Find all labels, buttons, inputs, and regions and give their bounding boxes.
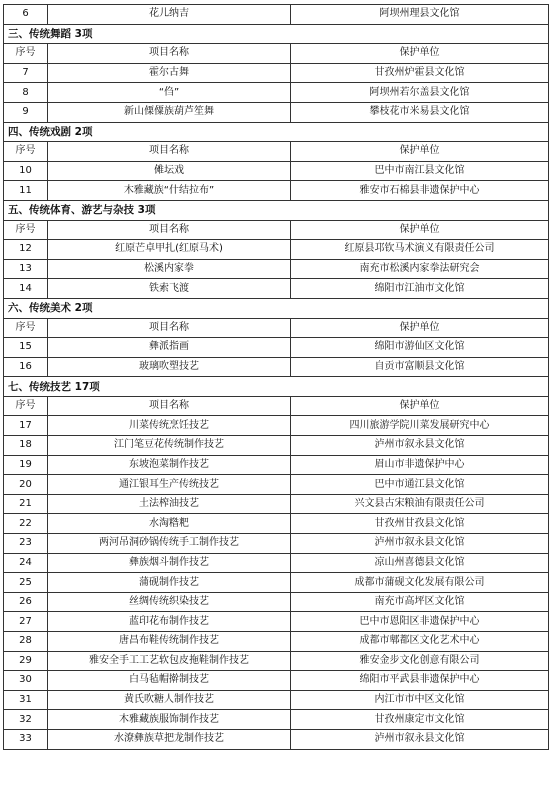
protection-unit: 巴中市通江县文化馆: [291, 475, 549, 495]
protection-unit: 绵阳市江油市文化馆: [291, 279, 549, 299]
project-name: 川菜传统烹饪技艺: [48, 416, 291, 436]
project-name: 木雅藏族“什结拉布”: [48, 181, 291, 201]
column-header-row: [4, 220, 549, 240]
project-name: 霍尔古舞: [48, 63, 291, 83]
table-row: [4, 357, 549, 377]
table-row: [4, 690, 549, 710]
section-title: 六、传统美术 2项: [4, 298, 549, 318]
column-header-row: [4, 318, 549, 338]
table-row: [4, 514, 549, 534]
project-name: 松溪内家拳: [48, 259, 291, 279]
project-name: 丝绸传统织染技艺: [48, 592, 291, 612]
project-name: 蒲砚制作技艺: [48, 573, 291, 593]
table-row: [4, 416, 549, 436]
section-title: 五、传统体育、游艺与杂技 3项: [4, 200, 549, 220]
project-name: 唐昌布鞋传统制作技艺: [48, 632, 291, 652]
row-number: 30: [4, 671, 48, 691]
protection-unit: 甘孜州康定市文化馆: [291, 710, 549, 730]
header-protection-unit: 保护单位: [291, 396, 549, 416]
project-name: 新山傈僳族葫芦笙舞: [48, 102, 291, 122]
protection-unit: 凉山州喜德县文化馆: [291, 553, 549, 573]
row-number: 23: [4, 534, 48, 554]
protection-unit: 雅安市石棉县非遗保护中心: [291, 181, 549, 201]
table-row: [4, 671, 549, 691]
header-no: 序号: [4, 142, 48, 162]
protection-unit: 甘孜州炉霍县文化馆: [291, 63, 549, 83]
row-number: 12: [4, 240, 48, 260]
heritage-project-table: [3, 4, 549, 750]
row-number: 22: [4, 514, 48, 534]
protection-unit: 兴文县古宋粮油有限责任公司: [291, 494, 549, 514]
project-name: 东坡泡菜制作技艺: [48, 455, 291, 475]
protection-unit: 成都市郫都区文化艺术中心: [291, 632, 549, 652]
table-row: [4, 651, 549, 671]
row-number: 19: [4, 455, 48, 475]
row-number: 9: [4, 102, 48, 122]
project-name: 水淘糌粑: [48, 514, 291, 534]
row-number: 10: [4, 161, 48, 181]
header-project-name: 项目名称: [48, 142, 291, 162]
table-row: [4, 534, 549, 554]
section-title-row: [4, 200, 549, 220]
protection-unit: 阿坝州理县文化馆: [291, 5, 549, 25]
protection-unit: 成都市蒲砚文化发展有限公司: [291, 573, 549, 593]
row-number: 6: [4, 5, 48, 25]
project-name: 彝族烟斗制作技艺: [48, 553, 291, 573]
header-project-name: 项目名称: [48, 396, 291, 416]
project-name: 水潦彝族草把龙制作技艺: [48, 729, 291, 749]
protection-unit: 眉山市非遗保护中心: [291, 455, 549, 475]
protection-unit: 四川旅游学院川菜发展研究中心: [291, 416, 549, 436]
protection-unit: 甘孜州甘孜县文化馆: [291, 514, 549, 534]
project-name: 花儿纳吉: [48, 5, 291, 25]
table-row: [4, 612, 549, 632]
project-name: 黄氏吹糖人制作技艺: [48, 690, 291, 710]
protection-unit: 泸州市叙永县文化馆: [291, 436, 549, 456]
protection-unit: 绵阳市平武县非遗保护中心: [291, 671, 549, 691]
header-project-name: 项目名称: [48, 220, 291, 240]
project-name: 木雅藏族服饰制作技艺: [48, 710, 291, 730]
row-number: 13: [4, 259, 48, 279]
project-name: 江门笔豆花传统制作技艺: [48, 436, 291, 456]
protection-unit: 内江市市中区文化馆: [291, 690, 549, 710]
protection-unit: 泸州市叙永县文化馆: [291, 534, 549, 554]
row-number: 20: [4, 475, 48, 495]
section-title-row: [4, 122, 549, 142]
row-number: 14: [4, 279, 48, 299]
table-row: [4, 240, 549, 260]
header-no: 序号: [4, 318, 48, 338]
row-number: 26: [4, 592, 48, 612]
table-row: [4, 259, 549, 279]
table-row: [4, 475, 549, 495]
project-name: 玻璃吹塑技艺: [48, 357, 291, 377]
row-number: 21: [4, 494, 48, 514]
row-number: 11: [4, 181, 48, 201]
project-name: “㑇”: [48, 83, 291, 103]
column-header-row: [4, 396, 549, 416]
row-number: 28: [4, 632, 48, 652]
row-number: 17: [4, 416, 48, 436]
row-number: 24: [4, 553, 48, 573]
table-row: [4, 494, 549, 514]
table-row: [4, 729, 549, 749]
table-row: [4, 5, 549, 25]
protection-unit: 巴中市恩阳区非遗保护中心: [291, 612, 549, 632]
section-title-row: [4, 377, 549, 397]
header-no: 序号: [4, 220, 48, 240]
protection-unit: 阿坝州若尔盖县文化馆: [291, 83, 549, 103]
protection-unit: 南充市松溪内家拳法研究会: [291, 259, 549, 279]
protection-unit: 雅安金步文化创意有限公司: [291, 651, 549, 671]
section-title: 四、传统戏剧 2项: [4, 122, 549, 142]
project-name: 傩坛戏: [48, 161, 291, 181]
table-row: [4, 279, 549, 299]
row-number: 15: [4, 338, 48, 358]
section-title-row: [4, 298, 549, 318]
project-name: 白马毡帽擀制技艺: [48, 671, 291, 691]
table-row: [4, 436, 549, 456]
row-number: 7: [4, 63, 48, 83]
table-row: [4, 338, 549, 358]
project-name: 雅安全手工工艺软包皮拖鞋制作技艺: [48, 651, 291, 671]
row-number: 33: [4, 729, 48, 749]
header-protection-unit: 保护单位: [291, 142, 549, 162]
header-no: 序号: [4, 396, 48, 416]
protection-unit: 南充市高坪区文化馆: [291, 592, 549, 612]
project-name: 通江银耳生产传统技艺: [48, 475, 291, 495]
section-title: 七、传统技艺 17项: [4, 377, 549, 397]
row-number: 25: [4, 573, 48, 593]
table-row: [4, 63, 549, 83]
row-number: 16: [4, 357, 48, 377]
row-number: 31: [4, 690, 48, 710]
row-number: 18: [4, 436, 48, 456]
project-name: 两河吊洞砂锅传统手工制作技艺: [48, 534, 291, 554]
header-protection-unit: 保护单位: [291, 44, 549, 64]
row-number: 8: [4, 83, 48, 103]
protection-unit: 绵阳市游仙区文化馆: [291, 338, 549, 358]
protection-unit: 攀枝花市米易县文化馆: [291, 102, 549, 122]
row-number: 27: [4, 612, 48, 632]
project-name: 土法榨油技艺: [48, 494, 291, 514]
project-name: 彝派指画: [48, 338, 291, 358]
header-protection-unit: 保护单位: [291, 220, 549, 240]
column-header-row: [4, 142, 549, 162]
project-name: 蓝印花布制作技艺: [48, 612, 291, 632]
heritage-list-document: [3, 4, 548, 750]
table-row: [4, 632, 549, 652]
table-row: [4, 573, 549, 593]
row-number: 29: [4, 651, 48, 671]
project-name: 铁索飞渡: [48, 279, 291, 299]
section-title: 三、传统舞蹈 3项: [4, 24, 549, 44]
header-protection-unit: 保护单位: [291, 318, 549, 338]
header-no: 序号: [4, 44, 48, 64]
table-row: [4, 592, 549, 612]
table-row: [4, 83, 549, 103]
table-row: [4, 102, 549, 122]
section-title-row: [4, 24, 549, 44]
table-row: [4, 181, 549, 201]
protection-unit: 红原县邛钦马术演义有限责任公司: [291, 240, 549, 260]
protection-unit: 泸州市叙永县文化馆: [291, 729, 549, 749]
protection-unit: 巴中市南江县文化馆: [291, 161, 549, 181]
header-project-name: 项目名称: [48, 44, 291, 64]
row-number: 32: [4, 710, 48, 730]
table-row: [4, 455, 549, 475]
table-row: [4, 553, 549, 573]
protection-unit: 自贡市富顺县文化馆: [291, 357, 549, 377]
column-header-row: [4, 44, 549, 64]
project-name: 红原芒卓甲扎(红原马术): [48, 240, 291, 260]
table-row: [4, 161, 549, 181]
header-project-name: 项目名称: [48, 318, 291, 338]
table-row: [4, 710, 549, 730]
